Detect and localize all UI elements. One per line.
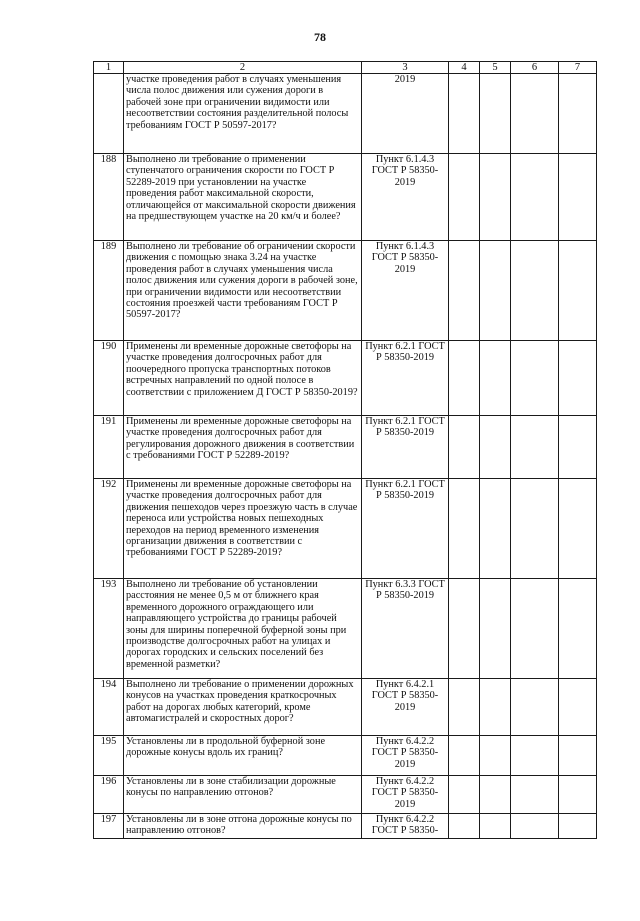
table-row	[94, 416, 597, 479]
column-header: 7	[559, 62, 597, 74]
table-row	[94, 736, 597, 776]
row-reference: Пункт 6.3.3 ГОСТ Р 58350-2019	[362, 579, 449, 679]
empty-cell	[480, 416, 511, 479]
table-row	[94, 479, 597, 579]
empty-cell	[511, 776, 559, 814]
row-number: 191	[94, 416, 124, 479]
row-reference: Пункт 6.4.2.2 ГОСТ Р 58350-2019	[362, 736, 449, 776]
empty-cell	[559, 736, 597, 776]
empty-cell	[511, 154, 559, 241]
row-reference: Пункт 6.2.1 ГОСТ Р 58350-2019	[362, 416, 449, 479]
row-number: 188	[94, 154, 124, 241]
row-number: 192	[94, 479, 124, 579]
empty-cell	[449, 154, 480, 241]
column-header: 2	[124, 62, 362, 74]
row-reference: Пункт 6.4.2.2 ГОСТ Р 58350-2019	[362, 776, 449, 814]
row-number	[94, 74, 124, 154]
empty-cell	[480, 736, 511, 776]
empty-cell	[449, 74, 480, 154]
row-question: участке проведения работ в случаях уменьшения числа полос движения или сужения дороги в рабочей зоне при ограничении видимости или несоответствии состояния разделительной полосы требованиям ГОСТ Р 50597-2017?	[124, 74, 362, 154]
empty-cell	[480, 679, 511, 736]
row-reference: Пункт 6.2.1 ГОСТ Р 58350-2019	[362, 341, 449, 416]
empty-cell	[559, 154, 597, 241]
row-question: Установлены ли в зоне отгона дорожные конусы по направлению отгонов?	[124, 814, 362, 839]
empty-cell	[449, 776, 480, 814]
row-question: Выполнено ли требование об установлении расстояния не менее 0,5 м от ближнего края временного дорожного ограждающего или направляющего устройства до границы рабочей зоны для ширины поперечной буферной зоны при производстве долгосрочных работ на улицах и дорогах городских и сельских поселений без временной разметки?	[124, 579, 362, 679]
empty-cell	[559, 341, 597, 416]
empty-cell	[480, 579, 511, 679]
table-row	[94, 679, 597, 736]
table-row	[94, 776, 597, 814]
empty-cell	[511, 74, 559, 154]
empty-cell	[480, 479, 511, 579]
column-header: 1	[94, 62, 124, 74]
empty-cell	[449, 814, 480, 839]
column-header: 3	[362, 62, 449, 74]
empty-cell	[511, 341, 559, 416]
empty-cell	[511, 814, 559, 839]
empty-cell	[559, 479, 597, 579]
table-row	[94, 814, 597, 839]
row-question: Применены ли временные дорожные светофоры на участке проведения долгосрочных работ для движения пешеходов через проезжую часть в случае переноса или устройства новых пешеходных переходов на период временного изменения организации движения в соответствии с требованиями ГОСТ Р 52289-2019?	[124, 479, 362, 579]
empty-cell	[480, 241, 511, 341]
table-row	[94, 241, 597, 341]
empty-cell	[449, 736, 480, 776]
row-number: 196	[94, 776, 124, 814]
empty-cell	[559, 241, 597, 341]
row-reference: Пункт 6.4.2.2 ГОСТ Р 58350-	[362, 814, 449, 839]
empty-cell	[511, 579, 559, 679]
empty-cell	[480, 776, 511, 814]
row-number: 190	[94, 341, 124, 416]
empty-cell	[511, 736, 559, 776]
column-header: 5	[480, 62, 511, 74]
empty-cell	[559, 679, 597, 736]
empty-cell	[559, 74, 597, 154]
row-question: Выполнено ли требование о применении дорожных конусов на участках проведения краткосрочных работ на дорогах любых категорий, кроме автомагистралей и скоростных дорог?	[124, 679, 362, 736]
empty-cell	[480, 341, 511, 416]
page-number: 78	[314, 30, 326, 44]
empty-cell	[559, 579, 597, 679]
empty-cell	[511, 679, 559, 736]
checklist-table	[93, 61, 597, 839]
row-reference: Пункт 6.1.4.3 ГОСТ Р 58350-2019	[362, 241, 449, 341]
row-reference: 2019	[362, 74, 449, 154]
table-row	[94, 341, 597, 416]
empty-cell	[449, 241, 480, 341]
row-question: Выполнено ли требование об ограничении скорости движения с помощью знака 3.24 на участке проведения работ в случаях уменьшения числа полос движения или сужения дороги в рабочей зоне, при ограничении видимости или несоответствии состояния проезжей части требованиям ГОСТ Р 50597-2017?	[124, 241, 362, 341]
empty-cell	[449, 479, 480, 579]
empty-cell	[511, 479, 559, 579]
row-question: Применены ли временные дорожные светофоры на участке проведения долгосрочных работ для регулирования дорожного движения в соответствии с требованиями ГОСТ Р 52289-2019?	[124, 416, 362, 479]
row-number: 194	[94, 679, 124, 736]
row-question: Применены ли временные дорожные светофоры на участке проведения долгосрочных работ для поочередного пропуска транспортных потоков встречных направлений по одной полосе в соответствии с приложением Д ГОСТ Р 58350-2019?	[124, 341, 362, 416]
empty-cell	[449, 679, 480, 736]
column-header: 6	[511, 62, 559, 74]
empty-cell	[559, 814, 597, 839]
empty-cell	[511, 416, 559, 479]
row-number: 197	[94, 814, 124, 839]
table-row	[94, 579, 597, 679]
empty-cell	[449, 579, 480, 679]
empty-cell	[480, 814, 511, 839]
column-header: 4	[449, 62, 480, 74]
empty-cell	[559, 416, 597, 479]
row-number: 193	[94, 579, 124, 679]
empty-cell	[559, 776, 597, 814]
empty-cell	[511, 241, 559, 341]
row-reference: Пункт 6.2.1 ГОСТ Р 58350-2019	[362, 479, 449, 579]
row-reference: Пункт 6.4.2.1 ГОСТ Р 58350-2019	[362, 679, 449, 736]
row-number: 189	[94, 241, 124, 341]
row-question: Установлены ли в зоне стабилизации дорожные конусы по направлению отгонов?	[124, 776, 362, 814]
empty-cell	[480, 74, 511, 154]
row-question: Выполнено ли требование о применении ступенчатого ограничения скорости по ГОСТ Р 52289-2019 при установлении на участке проведения работ максимальной скорости, отличающейся от максимальной скорости движения на предшествующем участке на 20 км/ч и более?	[124, 154, 362, 241]
table-row	[94, 74, 597, 154]
empty-cell	[480, 154, 511, 241]
column-header-row	[94, 62, 597, 74]
row-number: 195	[94, 736, 124, 776]
table-row	[94, 154, 597, 241]
row-question: Установлены ли в продольной буферной зоне дорожные конусы вдоль их границ?	[124, 736, 362, 776]
empty-cell	[449, 341, 480, 416]
empty-cell	[449, 416, 480, 479]
row-reference: Пункт 6.1.4.3 ГОСТ Р 58350-2019	[362, 154, 449, 241]
